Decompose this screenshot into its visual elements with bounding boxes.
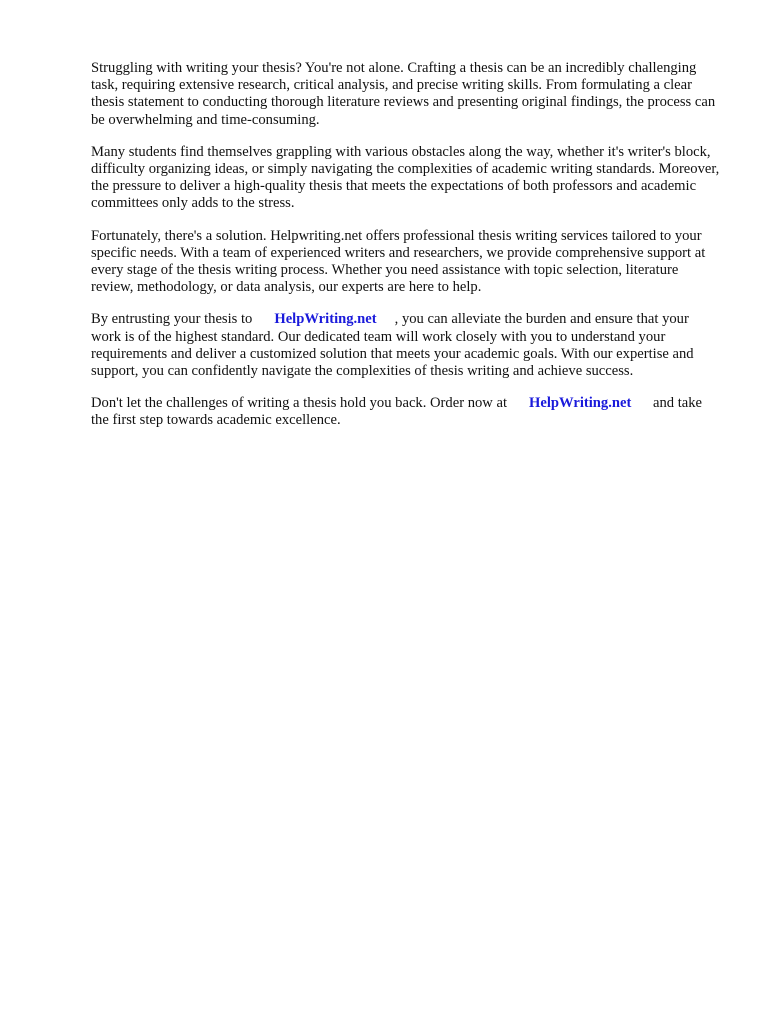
paragraph-entrust xyxy=(91,311,721,380)
paragraph-solution: Fortunately, there's a solution. Helpwriting.net offers professional thesis writing services tailored to your specific needs. With a team of experienced writers and researchers, we provide comprehensive support at every stage of the thesis writing process. Whether you need assistance with topic selection, literature review, methodology, or data analysis, our experts are here to help. xyxy=(91,227,706,296)
document-body xyxy=(91,60,721,445)
paragraph-order-rest: and take the first step towards academic excellence. xyxy=(91,395,702,429)
helpwriting-order-link[interactable]: HelpWriting.net xyxy=(529,395,632,412)
paragraph-order-lead: Don't let the challenges of writing a thesis hold you back. Order now at xyxy=(91,395,508,412)
paragraph-entrust-rest: , you can alleviate the burden and ensure that your work is of the highest standard. Our dedicated team will work closely with you to understand your requirements and deliver a customized solution that meets your academic goals. With our expertise and support, you can confidently navigate the complexities of thesis writing and achieve success. xyxy=(91,311,694,380)
helpwriting-link[interactable]: HelpWriting.net xyxy=(274,311,377,328)
paragraph-order xyxy=(91,395,721,429)
paragraph-entrust-lead: By entrusting your thesis to xyxy=(91,311,253,328)
paragraph-intro: Struggling with writing your thesis? You're not alone. Crafting a thesis can be an incredibly challenging task, requiring extensive research, critical analysis, and precise writing skills. From formulating a clear thesis statement to conducting thorough literature reviews and presenting original findings, the process can be overwhelming and time-consuming. xyxy=(91,60,716,128)
paragraph-obstacles: Many students find themselves grappling with various obstacles along the way, whether it's writer's block, difficulty organizing ideas, or simply navigating the complexities of academic writing standards. Moreover, the pressure to deliver a high-quality thesis that meets the expectations of both professors and academic committees only adds to the stress. xyxy=(91,143,720,212)
